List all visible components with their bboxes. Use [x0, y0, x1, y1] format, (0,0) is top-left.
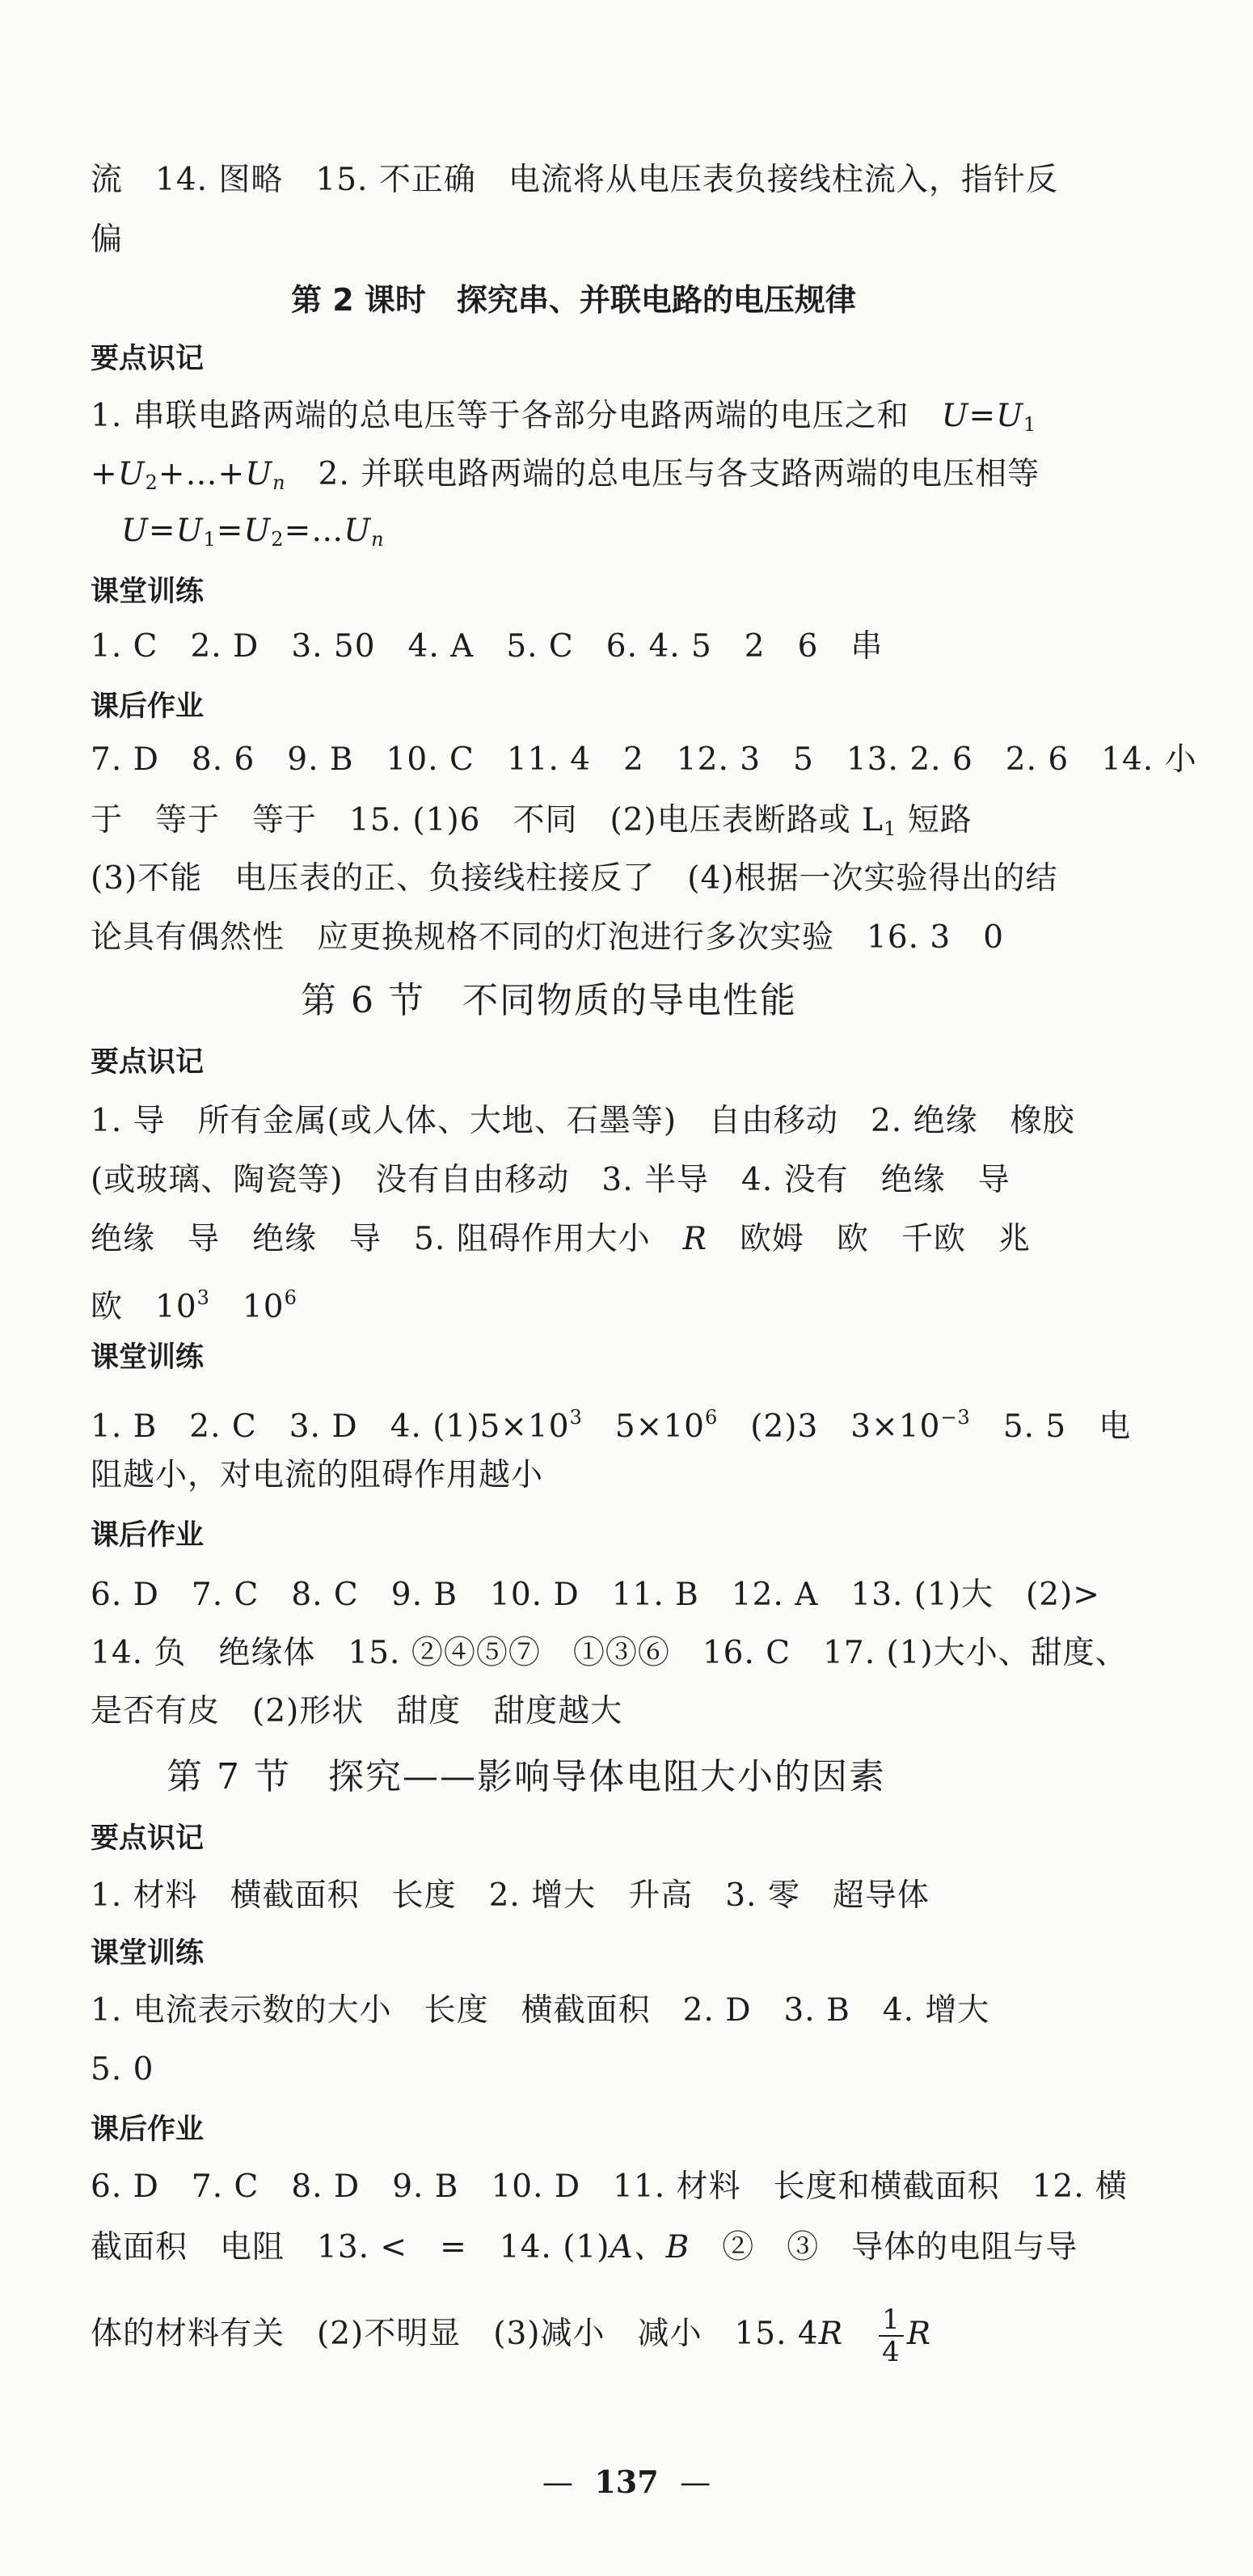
text-line: 6. D 7. C 8. C 9. B 10. D 11. B 12. A 13. (1)大 (2)> [91, 1577, 1100, 1613]
section-label: 课堂训练 [91, 576, 205, 608]
text-line: 截面积 电阻 13. < = 14. (1)A、B ② ③ 导体的电阻与导 [91, 2229, 1078, 2266]
section-heading: 第 7 节 探究——影响导体电阻大小的因素 [167, 1756, 886, 1797]
text-line: 1. 导 所有金属(或人体、大地、石墨等) 自由移动 2. 绝缘 橡胶 [91, 1103, 1075, 1139]
text-line: 流 14. 图略 15. 不正确 电流将从电压表负接线柱流入，指针反 [91, 162, 1058, 198]
section-label: 课后作业 [91, 1519, 205, 1552]
text-line: 1. 材料 横截面积 长度 2. 增大 升高 3. 零 超导体 [91, 1877, 930, 1914]
section-label: 要点识记 [91, 1046, 205, 1079]
section-label: 课堂训练 [91, 1341, 205, 1374]
formula-line: $U=U1=U2=\dots U_n$ [121, 513, 385, 551]
text-line: 1. B 2. C 3. D 4. $(1)5\times 10^3$ $5\times 10^6$ (2)3 $3\times 10^{-3}$ 5. 5 电 [91, 1406, 1132, 1445]
text-line: 7. D 8. 6 9. B 10. C 11. 4 2 12. 3 5 13. 2. 6 2. 6 14. 小 [91, 741, 1197, 778]
lesson-heading: 第 2 课时 探究串、并联电路的电压规律 [291, 282, 856, 318]
section-label: 课堂训练 [91, 1937, 205, 1970]
section-label: 课后作业 [91, 2114, 205, 2146]
text-line: 偏 [91, 222, 124, 258]
text-line: 5. 0 [91, 2051, 154, 2088]
page-number: — 137 — [542, 2464, 711, 2500]
section-label: 要点识记 [91, 1822, 205, 1855]
text-line: 1. 电流表示数的大小 长度 横截面积 2. D 3. B 4. 增大 [91, 1992, 990, 2029]
text-line: 欧 $10^3$ $10^6$ [91, 1286, 297, 1325]
text-line: 是否有皮 (2)形状 甜度 甜度越大 [91, 1693, 623, 1729]
text-line: 于 等于 等于 15. (1)6 不同 (2)电压表断路或 L1 短路 [91, 802, 972, 840]
section-label: 要点识记 [91, 343, 205, 375]
text-line: 6. D 7. C 8. D 9. B 10. D 11. 材料 长度和横截面积 12. 横 [91, 2168, 1128, 2205]
text-line: 1. 串联电路两端的总电压等于各部分电路两端的电压之和 U=U1 [91, 398, 1037, 436]
text-line: 1. C 2. D 3. 50 4. A 5. C 6. 4. 5 2 6 串 [91, 628, 884, 665]
text-line: (3)不能 电压表的正、负接线柱接反了 (4)根据一次实验得出的结 [91, 860, 1058, 897]
text-line: 14. 负 绝缘体 15. ②④⑤⑦ ①③⑥ 16. C 17. (1)大小、甜度、 [91, 1635, 1128, 1671]
text-line: 绝缘 导 绝缘 导 5. 阻碍作用大小 R 欧姆 欧 千欧 兆 [91, 1221, 1031, 1257]
section-label: 课后作业 [91, 690, 205, 723]
text-line: 体的材料有关 (2)不明显 (3)减小 减小 15. 4R $\frac{1}{4}$ R [91, 2304, 932, 2368]
text-line: 论具有偶然性 应更换规格不同的灯泡进行多次实验 16. 3 0 [91, 919, 1005, 956]
text-line: (或玻璃、陶瓷等) 没有自由移动 3. 半导 4. 没有 绝缘 导 [91, 1162, 1010, 1198]
fraction: $\frac{1}{4}$ [879, 2304, 904, 2367]
section-heading: 第 6 节 不同物质的导电性能 [301, 980, 797, 1021]
text-line: 阻越小，对电流的阻碍作用越小 [91, 1457, 544, 1493]
text-line: $+U2+\dots+U_n$ 2. 并联电路两端的总电压与各支路两端的电压相等 [91, 456, 1040, 494]
